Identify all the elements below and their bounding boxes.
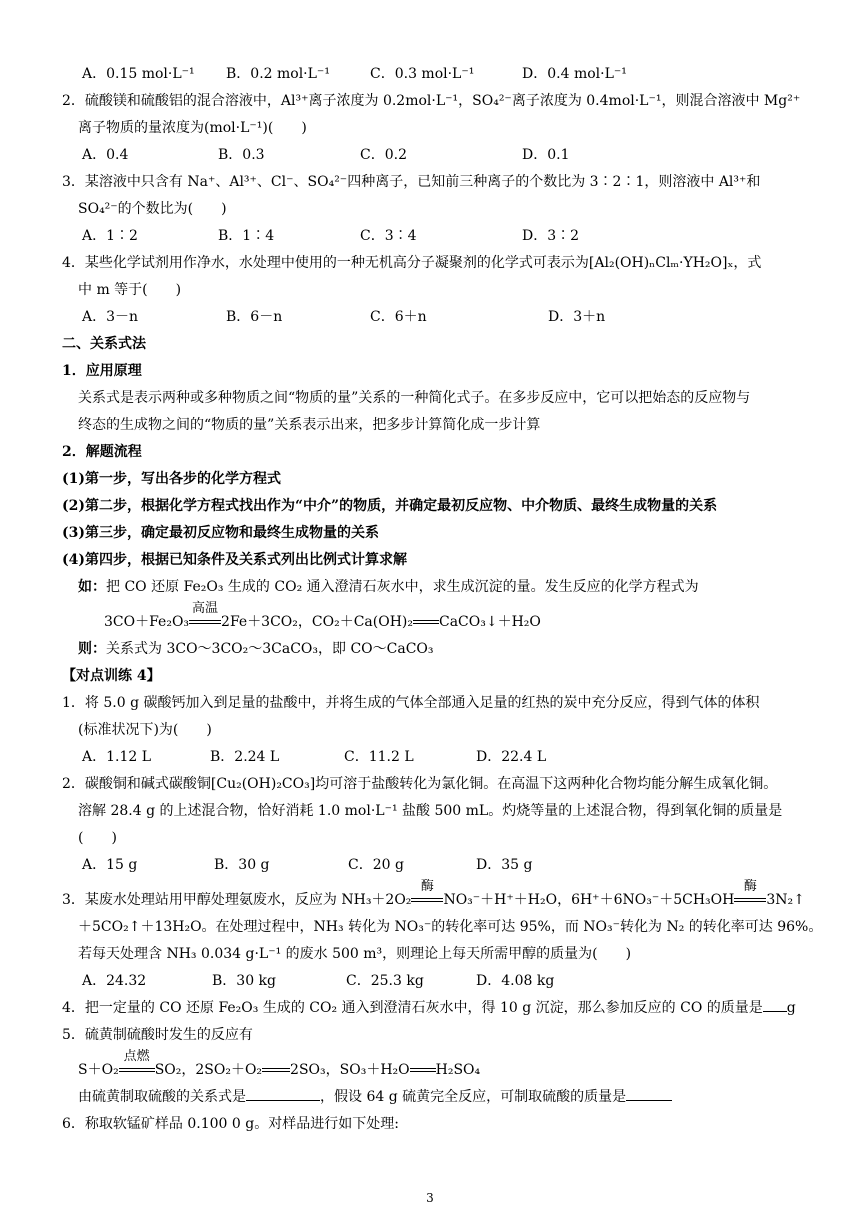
question-4-line-1: 4．某些化学试剂用作净水，水处理中使用的一种无机高分子凝聚剂的化学式可表示为[Al₂(OH)ₙClₘ·YH₂O]ₓ，式 bbox=[62, 255, 762, 271]
t5-eq-b: SO₂，2SO₂＋O₂ bbox=[154, 1062, 263, 1078]
training-1-line-2: (标准状况下)为( ) bbox=[78, 722, 212, 738]
option: A．3－n bbox=[82, 309, 139, 325]
equals-sign bbox=[410, 1060, 436, 1080]
training-2-line-1: 2．碳酸铜和碱式碳酸铜[Cu₂(OH)₂CO₃]均可溶于盐酸转化为氯化铜。在高温下这两种化合物均能分解生成氧化铜。 bbox=[62, 776, 778, 792]
training-title: 【对点训练 4】 bbox=[62, 668, 161, 684]
option: A．0.4 bbox=[82, 147, 129, 163]
option: D．22.4 L bbox=[476, 749, 547, 765]
answer-blank[interactable] bbox=[246, 1088, 320, 1101]
answer-blank[interactable] bbox=[626, 1088, 672, 1101]
condition-arrow bbox=[411, 879, 443, 910]
option: B．1∶4 bbox=[218, 228, 275, 244]
option: D．0.4 mol·L⁻¹ bbox=[522, 66, 627, 82]
t5-q-a: 由硫黄制取硫酸的关系式是 bbox=[78, 1089, 246, 1105]
t5-eq-d: H₂SO₄ bbox=[435, 1062, 481, 1078]
training-2-line-2: 溶解 28.4 g 的上述混合物，恰好消耗 1.0 mol·L⁻¹ 盐酸 500 mL。灼烧等量的上述混合物，得到氧化铜的质量是 bbox=[78, 803, 783, 819]
option: A．1.12 L bbox=[82, 749, 152, 765]
t5-eq-c: 2SO₃，SO₃＋H₂O bbox=[290, 1062, 410, 1078]
option: C．25.3 kg bbox=[346, 973, 424, 989]
equilibrium-arrow bbox=[262, 1060, 290, 1080]
option: D．3＋n bbox=[548, 309, 606, 325]
section-title: 二、关系式法 bbox=[62, 336, 146, 352]
training-3-line-1 bbox=[62, 879, 805, 910]
option: A．1∶2 bbox=[82, 228, 138, 244]
condition-arrow bbox=[734, 879, 766, 910]
condition-label: 点燃 bbox=[123, 1049, 150, 1064]
condition-arrow bbox=[119, 1049, 155, 1080]
condition-arrow bbox=[189, 601, 221, 632]
t3-part-a: 3．某废水处理站用甲醇处理氨废水，反应为 NH₃＋2O₂ bbox=[62, 892, 412, 908]
option: A．0.15 mol·L⁻¹ bbox=[82, 66, 195, 82]
training-4-line bbox=[62, 998, 796, 1018]
t5-equation bbox=[78, 1049, 481, 1080]
t4-text: 4．把一定量的 CO 还原 Fe₂O₃ 生成的 CO₂ 通入到澄清石灰水中，得 10 g 沉淀，那么参加反应的 CO 的质量是 bbox=[62, 1000, 763, 1016]
training-5-line: 5．硫黄制硫酸时发生的反应有 bbox=[62, 1027, 253, 1043]
option: B．0.3 bbox=[218, 147, 265, 163]
then-label: 则： bbox=[78, 641, 106, 657]
option: A．24.32 bbox=[82, 973, 147, 989]
principle-line-1: 关系式是表示两种或多种物质之间“物质的量”关系的一种简化式子。在多步反应中，它可以把始态的反应物与 bbox=[78, 390, 751, 406]
subsection-title: 1．应用原理 bbox=[62, 363, 142, 379]
option: C．3∶4 bbox=[360, 228, 417, 244]
example-label: 如： bbox=[78, 579, 106, 595]
page-number: 3 bbox=[426, 1191, 434, 1205]
eq-tail: CaCO₃↓＋H₂O bbox=[438, 614, 541, 630]
question-4-line-2: 中 m 等于( ) bbox=[78, 282, 182, 298]
option: C．0.3 mol·L⁻¹ bbox=[370, 66, 475, 82]
principle-line-2: 终态的生成物之间的“物质的量”关系表示出来，把多步计算简化成一步计算 bbox=[78, 417, 541, 433]
option: B．0.2 mol·L⁻¹ bbox=[226, 66, 330, 82]
option: D．3∶2 bbox=[522, 228, 580, 244]
condition-label: 酶 bbox=[420, 879, 434, 894]
training-1-line-1: 1．将 5.0 g 碳酸钙加入到足量的盐酸中，并将生成的气体全部通入足量的红热的炭中充分反应，得到气体的体积 bbox=[62, 695, 760, 711]
training-3-line-2: ＋5CO₂↑＋13H₂O。在处理过程中，NH₃ 转化为 NO₃⁻的转化率可达 95%，而 NO₃⁻转化为 N₂ 的转化率可达 96%。 bbox=[78, 919, 823, 935]
condition-label: 酶 bbox=[743, 879, 757, 894]
step-1: (1)第一步，写出各步的化学方程式 bbox=[62, 471, 281, 487]
equation-line bbox=[104, 601, 541, 632]
option: D．0.1 bbox=[522, 147, 570, 163]
option: B．6－n bbox=[226, 309, 283, 325]
example-line bbox=[78, 577, 699, 597]
t5-q-b: ，假设 64 g 硫黄完全反应，可制取硫酸的质量是 bbox=[320, 1089, 627, 1105]
question-3-line-2: SO₄²⁻的个数比为( ) bbox=[78, 201, 227, 217]
training-6-line: 6．称取软锰矿样品 0.100 0 g。对样品进行如下处理: bbox=[62, 1116, 399, 1132]
answer-blank[interactable] bbox=[763, 999, 787, 1012]
option: C．20 g bbox=[348, 857, 404, 873]
subsection-title: 2．解题流程 bbox=[62, 444, 142, 460]
equals-sign bbox=[413, 612, 439, 632]
option: C．6＋n bbox=[370, 309, 427, 325]
option: B．30 g bbox=[214, 857, 270, 873]
training-2-line-3: ( ) bbox=[78, 830, 117, 846]
step-3: (3)第三步，确定最初反应物和最终生成物量的关系 bbox=[62, 525, 379, 541]
option: A．15 g bbox=[82, 857, 138, 873]
t3-part-b: NO₃⁻＋H⁺＋H₂O，6H⁺＋6NO₃⁻＋5CH₃OH bbox=[443, 892, 735, 908]
step-2: (2)第二步，根据化学方程式找出作为“中介”的物质，并确定最初反应物、中介物质、最终生成物量的关系 bbox=[62, 498, 718, 514]
condition-label: 高温 bbox=[192, 601, 219, 616]
option: C．11.2 L bbox=[344, 749, 414, 765]
t4-unit: g bbox=[786, 1000, 796, 1016]
then-line bbox=[78, 639, 434, 659]
eq-right: 2Fe＋3CO₂，CO₂＋Ca(OH)₂ bbox=[221, 614, 413, 630]
question-2-line-1: 2．硫酸镁和硫酸铝的混合溶液中，Al³⁺离子浓度为 0.2mol·L⁻¹，SO₄²⁻离子浓度为 0.4mol·L⁻¹，则混合溶液中 Mg²⁺ bbox=[62, 93, 801, 109]
eq-left: 3CO＋Fe₂O₃ bbox=[104, 614, 190, 630]
option: D．4.08 kg bbox=[476, 973, 555, 989]
t3-part-c: 3N₂↑ bbox=[766, 892, 805, 908]
then-text: 关系式为 3CO～3CO₂～3CaCO₃，即 CO～CaCO₃ bbox=[106, 641, 434, 657]
training-3-line-3: 若每天处理含 NH₃ 0.034 g·L⁻¹ 的废水 500 m³，则理论上每天所需甲醇的质量为( ) bbox=[78, 946, 632, 962]
t5-eq-a: S＋O₂ bbox=[78, 1062, 119, 1078]
option: C．0.2 bbox=[360, 147, 407, 163]
question-3-line-1: 3．某溶液中只含有 Na⁺、Al³⁺、Cl⁻、SO₄²⁻四种离子，已知前三种离子的个数比为 3∶2∶1，则溶液中 Al³⁺和 bbox=[62, 174, 761, 190]
option: B．2.24 L bbox=[210, 749, 280, 765]
t5-question bbox=[78, 1087, 672, 1107]
example-text: 把 CO 还原 Fe₂O₃ 生成的 CO₂ 通入澄清石灰水中，求生成沉淀的量。发生反应的化学方程式为 bbox=[106, 579, 699, 595]
question-2-line-2: 离子物质的量浓度为(mol·L⁻¹)( ) bbox=[78, 120, 307, 136]
option: B．30 kg bbox=[212, 973, 276, 989]
step-4: (4)第四步，根据已知条件及关系式列出比例式计算求解 bbox=[62, 552, 407, 568]
option: D．35 g bbox=[476, 857, 533, 873]
